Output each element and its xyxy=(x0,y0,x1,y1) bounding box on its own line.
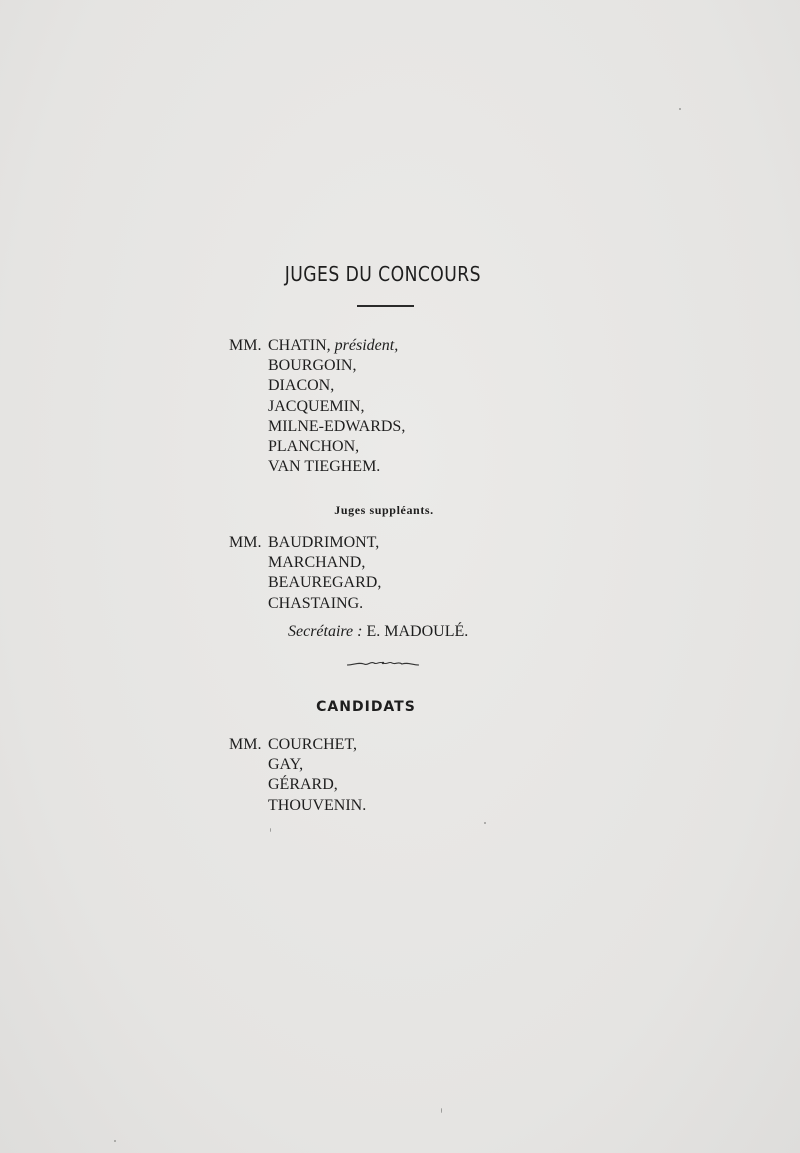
alternates-list xyxy=(268,533,381,614)
judge-item: VAN TIEGHEM. xyxy=(268,458,381,476)
paper-speck xyxy=(114,1140,116,1142)
judge-item: BOURGOIN, xyxy=(268,357,357,375)
alternates-heading: Juges suppléants. xyxy=(334,503,434,517)
judges-prefix: MM. xyxy=(229,337,262,354)
secretary-label: Secrétaire : xyxy=(288,623,363,640)
judge-role: président, xyxy=(334,337,399,354)
judge-item: PLANCHON, xyxy=(268,438,360,456)
judges-list xyxy=(268,336,405,477)
alternate-item: CHASTAING. xyxy=(268,594,364,612)
paper-speck xyxy=(441,1108,442,1113)
judge-item: MILNE-EDWARDS, xyxy=(268,417,406,435)
judge-item: DIACON, xyxy=(268,377,335,395)
secretary-line xyxy=(288,622,468,642)
candidates-list xyxy=(268,735,366,816)
candidates-prefix: MM. xyxy=(229,736,262,753)
paper-speck xyxy=(484,822,486,824)
candidates-heading: CANDIDATS xyxy=(316,699,416,715)
judge-item: JACQUEMIN, xyxy=(268,397,365,415)
alternate-item: BAUDRIMONT, xyxy=(268,534,380,551)
ornament-divider xyxy=(346,658,420,670)
paper-speck xyxy=(679,108,681,110)
candidate-item: COURCHET, xyxy=(268,736,358,753)
title-rule xyxy=(357,305,414,307)
candidate-item: GAY, xyxy=(268,756,304,774)
alternate-item: BEAUREGARD, xyxy=(268,574,382,592)
candidate-item: GÉRARD, xyxy=(268,776,338,794)
paper-speck xyxy=(270,828,271,832)
secretary-name: E. MADOULÉ. xyxy=(366,623,469,640)
page-title: JUGES DU CONCOURS xyxy=(284,262,482,286)
candidate-item: THOUVENIN. xyxy=(268,796,367,814)
judge-item xyxy=(268,336,405,356)
alternate-item: MARCHAND, xyxy=(268,554,366,572)
judge-name: CHATIN, xyxy=(268,337,331,354)
alternates-prefix: MM. xyxy=(229,534,262,551)
